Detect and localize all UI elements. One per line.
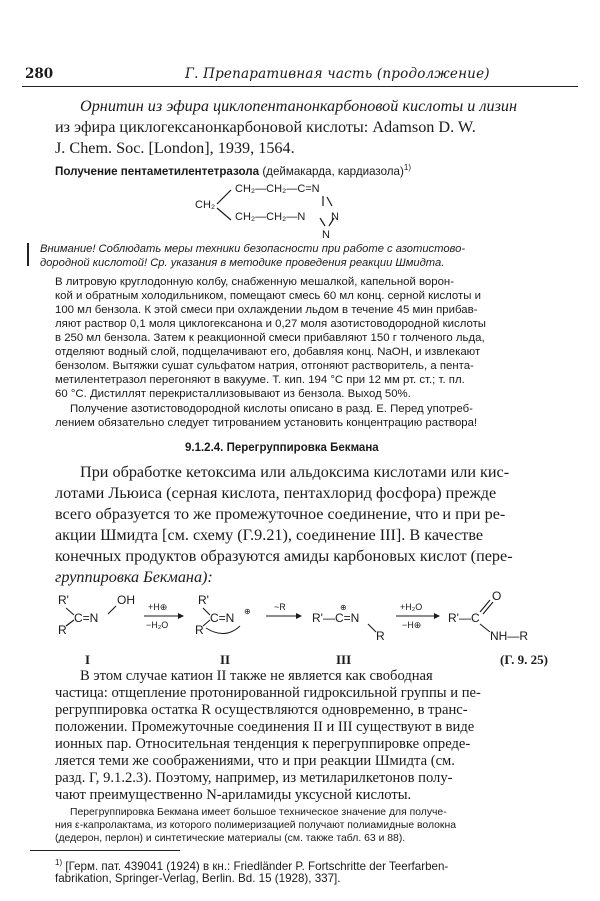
s1-main: C=N: [74, 611, 99, 625]
s2-main: C=N: [210, 611, 235, 625]
arrow1-head: [178, 613, 184, 619]
footnote-mark: 1): [55, 858, 63, 867]
s4-nh: NH—R: [490, 629, 528, 643]
arrow3-bottom: −H⊕: [402, 620, 422, 630]
procedure-line: 100 мл бензола. К этой смеси при охлаждении льдом в течение 45 мин прибав-: [55, 304, 478, 316]
beckmann-line: группировка Бекмана):: [55, 568, 213, 586]
s1-bond-oh: [108, 606, 116, 614]
warning-bar: [27, 243, 29, 266]
cation-line: частица: отщепление протонированной гидроксильной группы и пе-: [55, 685, 481, 701]
bond-n-vertical: [327, 197, 332, 206]
left-ch2: CH₂: [195, 199, 216, 211]
s3-bond-r: [368, 624, 376, 632]
procedure-line: бензолом. Вытяжки сушат сульфатом натрия, отгоняют растворитель, а пента-: [55, 360, 474, 372]
s2-r2: R: [195, 623, 204, 637]
ring-n-right: N: [331, 211, 339, 223]
warning-line-2: дородной кислотой! Ср. указания в методике проведения реакции Шмидта.: [40, 257, 445, 269]
s2-charge: ⊕: [244, 607, 251, 616]
beckmann-line: лотами Льюиса (серная кислота, пентахлорид фосфора) прежде: [55, 484, 497, 502]
cation-line: положении. Промежуточные соединения II и III существуют в виде: [55, 719, 475, 735]
bond-ch2-bottom: [217, 208, 231, 220]
arrow1-bottom: −H₂O: [146, 620, 169, 630]
beckmann-scheme: [40, 588, 580, 668]
procedure-line: в 250 мл бензола. Затем к реакционной смеси прибавляют 150 г толченого льда,: [55, 332, 485, 344]
arrow2-top: ~R: [274, 602, 286, 612]
procedure-line: отделяют водный слой, подщелачивают его, добавляя конц. NaOH, и извлекают: [55, 346, 481, 358]
pentetrazole-structure: [195, 176, 365, 246]
section-number: 9.1.2.4.: [185, 442, 224, 454]
cation-line: разд. Г, 9.1.2.3). Поэтому, например, из метиларилкетонов полу-: [55, 770, 453, 786]
s2-r1: R': [198, 593, 209, 607]
header-rule: [22, 86, 578, 87]
s4-bond-o-2: [483, 602, 493, 614]
s3-r: R: [376, 629, 385, 643]
arrow2-head: [296, 613, 302, 619]
arrow1-top: +H⊕: [148, 602, 168, 612]
top-chain: CH₂—CH₂—C=N: [235, 183, 320, 195]
equation-label: (Г. 9. 25): [500, 652, 548, 667]
cation-line: ляется теми же соображениями, что и при реакции Шмидта (см.: [55, 753, 455, 769]
s4-o: O: [492, 589, 502, 603]
s1-bond-bottom: [66, 620, 74, 626]
procedure-note-line: лением обязательно следует титрованием установить концентрацию раствора!: [55, 417, 478, 429]
s4-r: R'—C: [448, 611, 480, 625]
procedure-line: ляют раствор 0,1 моля циклогексанона и 0,27 моля азотистоводородной кислоты: [55, 318, 486, 330]
cation-line: ионных пар. Относительная тенденция к перегруппировке опреде-: [55, 736, 471, 752]
procedure-note-line: Получение азотистоводородной кислоты описано в разд. Е. Перед употреб-: [70, 403, 473, 415]
bond-ch2-top: [217, 190, 231, 204]
s2-migration-curve: [206, 626, 240, 634]
procedure-line: 60 °С. Дистиллят перекристаллизовывают из бензола. Выход 50%.: [55, 388, 411, 400]
beckmann-line: акции Шмидта [см. схему (Г.9.21), соединение III]. В качестве: [55, 526, 484, 544]
section-heading: [185, 442, 379, 454]
cation-line: регруппировка остатка R осуществляются одновременно, в транс-: [55, 702, 468, 718]
label-II: II: [220, 652, 231, 667]
page-number: 280: [25, 66, 54, 82]
footnote-rule: [30, 850, 180, 851]
cation-line: В этом случае катион II также не является как свободная: [80, 668, 433, 684]
beckmann-line: конечных продуктов образуются амиды карбоновых кислот (пере-: [55, 547, 513, 565]
s2-bond-top: [203, 608, 210, 615]
footnote-text-1: [Герм. пат. 439041 (1924) в кн.: Friedländer P. Fortschritte der Teerfarben-: [65, 859, 449, 873]
pentetrazole-title: Получение пентаметилентетразола: [55, 164, 260, 178]
pentetrazole-footnote-mark: 1): [403, 163, 411, 172]
s3-charge: ⊕: [340, 603, 347, 612]
running-title: Г. Препаративная часть (продолжение): [185, 66, 490, 82]
s1-oh: OH: [117, 593, 135, 607]
s1-bond-top: [66, 608, 74, 615]
s1-r2: R: [58, 623, 67, 637]
technical-note-line: ния ε-капролактама, из которого полимеризацией получают полиамидные волокна: [55, 820, 456, 831]
intro-line-1: Орнитин из эфира циклопентанонкарбоновой кислоты и лизин: [80, 97, 518, 115]
footnote-line-2: fabrikation, Springer-Verlag, Berlin. Bd. 15 (1928), 337].: [55, 872, 341, 885]
s4-bond-n: [480, 624, 490, 632]
procedure-line: В литровую круглодонную колбу, снабженную мешалкой, капельной ворон-: [55, 276, 454, 288]
s4-bond-o-1: [480, 600, 490, 612]
beckmann-line: При обработке кетоксима или альдоксима кислотами или кис-: [80, 463, 510, 481]
label-III: III: [336, 652, 352, 667]
bond-n-down-left: [320, 218, 325, 226]
ring-n-bottom: N: [322, 229, 330, 241]
cation-line: чают преимущественно N-ариламиды уксусной кислоты.: [55, 787, 412, 803]
section-title: Перегруппировка Бекмана: [226, 442, 379, 454]
s1-r1: R': [58, 593, 69, 607]
intro-line-3: J. Chem. Soc. [London], 1939, 1564.: [55, 139, 295, 157]
technical-note-line: Перегруппировка Бекмана имеет большое техническое значение для получе-: [70, 807, 447, 818]
procedure-line: кой и обратным холодильником, помещают смесь 60 мл конц. серной кислоты и: [55, 290, 481, 302]
warning-line-1: Внимание! Соблюдать меры техники безопасности при работе с азотистово-: [40, 243, 466, 255]
arrow3-head: [434, 613, 440, 619]
technical-note-line: (дедерон, перлон) и синтетические материалы (см. также табл. 63 и 88).: [55, 833, 406, 844]
pentetrazole-title-rest: (деймакарда, кардиазола): [259, 164, 404, 178]
s2-bond-bottom: [203, 620, 210, 626]
intro-line-2: из эфира циклогексанонкарбоновой кислоты: Adamson D. W.: [55, 118, 476, 136]
procedure-line: метилентетразол перегоняют в вакууме. Т. кип. 194 °С при 12 мм рт. ст.; т. пл.: [55, 374, 465, 386]
s3-main: R'—C=N: [312, 611, 360, 625]
arrow3-top: +H₂O: [400, 602, 423, 612]
beckmann-line: всего образуется то же промежуточное соединение, что и при ре-: [55, 505, 506, 523]
label-I: I: [85, 652, 91, 667]
bottom-chain: CH₂—CH₂—N: [235, 211, 306, 223]
